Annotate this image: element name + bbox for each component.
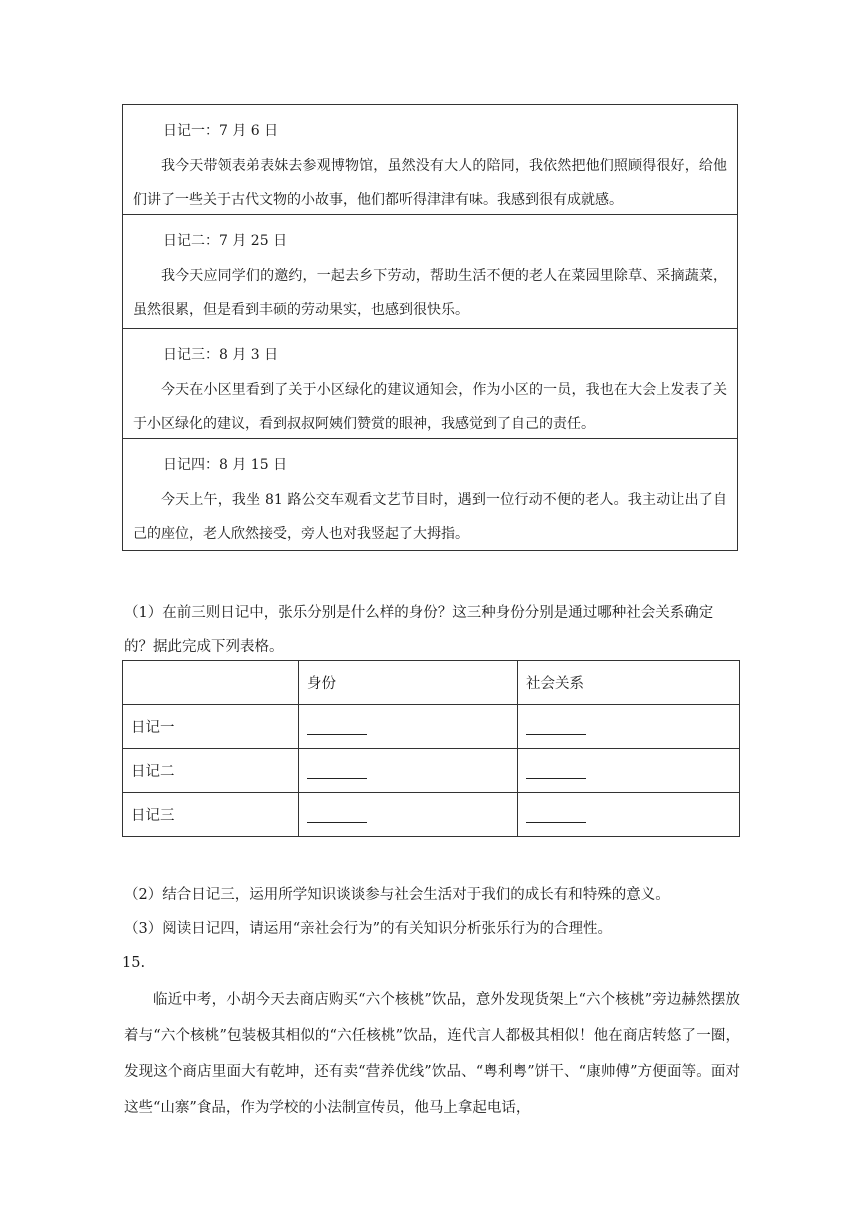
blank-line	[526, 762, 586, 779]
diary-title: 日记三：8 月 3 日	[163, 347, 279, 363]
diary-body: 我今天应同学们的邀约，一起去乡下劳动，帮助生活不便的老人在菜园里除草、采摘蔬菜，虽然很累，但是看到丰硕的劳动果实，也感到很快乐。	[133, 268, 727, 318]
question-2: （2）结合日记三，运用所学知识谈谈参与社会生活对于我们的成长有和特殊的意义。	[124, 887, 670, 903]
table-row	[123, 749, 740, 793]
identity-answer-blank[interactable]	[299, 749, 518, 793]
diary-body: 我今天带领表弟表妹去参观博物馆，虽然没有大人的陪同，我依然把他们照顾得很好，给他们讲了一些关于古代文物的小故事，他们都听得津津有味。我感到很有成就感。	[133, 158, 727, 208]
blank-line	[307, 718, 367, 735]
table-row	[123, 705, 740, 749]
relation-answer-blank[interactable]	[518, 793, 740, 837]
row-label: 日记二	[123, 749, 299, 793]
diary-title: 日记二：7 月 25 日	[163, 233, 288, 249]
diary-body: 今天上午，我坐 81 路公交车观看文艺节目时，遇到一位行动不便的老人。我主动让出了自己的座位，老人欣然接受，旁人也对我竖起了大拇指。	[133, 492, 727, 542]
identity-answer-blank[interactable]	[299, 705, 518, 749]
diary-entry-1	[123, 105, 737, 214]
diary-title: 日记一：7 月 6 日	[163, 123, 279, 139]
table-header-row	[123, 661, 740, 705]
blank-line	[526, 806, 586, 823]
table-row	[123, 793, 740, 837]
blank-line	[526, 718, 586, 735]
question-3: （3）阅读日记四，请运用“亲社会行为”的有关知识分析张乐行为的合理性。	[124, 921, 613, 937]
question-1: （1）在前三则日记中，张乐分别是什么样的身份？这三种身份分别是通过哪种社会关系确定的？据此完成下列表格。	[124, 605, 714, 655]
row-label: 日记一	[123, 705, 299, 749]
blank-line	[307, 806, 367, 823]
diary-entry-4	[123, 438, 737, 550]
table-header-cell	[123, 661, 299, 705]
diary-box	[122, 104, 738, 551]
diary-entry-2	[123, 214, 737, 328]
relation-answer-blank[interactable]	[518, 749, 740, 793]
answer-table	[122, 660, 740, 837]
blank-line	[307, 762, 367, 779]
passage-text: 临近中考，小胡今天去商店购买“六个核桃”饮品，意外发现货架上“六个核桃”旁边赫然摆放着与“六个核桃”包装极其相似的“六任核桃”饮品，连代言人都极其相似！他在商店转悠了一圈，发现这个商店里面大有乾坤，还有卖“营养优线”饮品、“粤利粤”饼干、“康帅傅”方便面等。面对这些“山寨”食品，作为学校的小法制宣传员，他马上拿起电话，	[124, 992, 740, 1116]
row-label: 日记三	[123, 793, 299, 837]
identity-answer-blank[interactable]	[299, 793, 518, 837]
table-header-cell: 身份	[299, 661, 518, 705]
question-number: 15.	[122, 955, 146, 971]
diary-body: 今天在小区里看到了关于小区绿化的建议通知会，作为小区的一员，我也在大会上发表了关于小区绿化的建议，看到叔叔阿姨们赞赏的眼神，我感觉到了自己的责任。	[133, 382, 727, 432]
diary-entry-3	[123, 328, 737, 438]
relation-answer-blank[interactable]	[518, 705, 740, 749]
table-header-cell: 社会关系	[518, 661, 740, 705]
diary-title: 日记四：8 月 15 日	[163, 457, 288, 473]
